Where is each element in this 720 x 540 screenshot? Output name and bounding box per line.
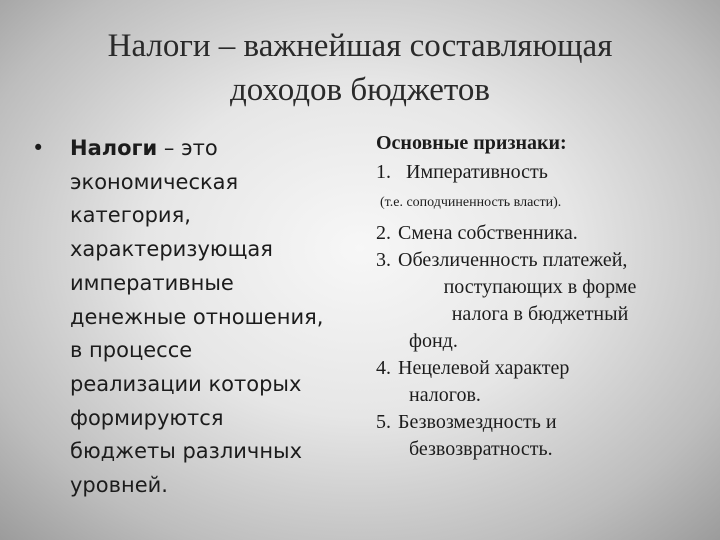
definition-line-10: бюджеты различных (70, 439, 303, 464)
definition-term: Налоги (70, 136, 158, 160)
feature-item-5 (376, 409, 706, 436)
feature-continuation: фонд. (409, 330, 458, 352)
feature-continuation: налогов. (409, 384, 481, 406)
definition-line-5: императивные (70, 270, 234, 295)
definition-line-1 (70, 132, 357, 166)
slide-title (60, 24, 660, 112)
features-list (376, 130, 706, 463)
definition-block (32, 132, 357, 503)
feature-number: 4. (376, 357, 391, 379)
definition-line-11: уровней. (70, 473, 168, 498)
feature-number: 3. (376, 249, 391, 271)
feature-text: Безвозмездность и (398, 411, 557, 433)
definition-line-2: экономическая (70, 169, 239, 194)
definition-line-3: категория, (70, 203, 191, 228)
feature-number: 2. (376, 222, 391, 244)
feature-item-3 (376, 247, 706, 274)
feature-text: Нецелевой характер (398, 357, 570, 379)
definition-line-4: характеризующая (70, 237, 273, 262)
definition-line-6: денежные отношения, (70, 304, 324, 329)
feature-text: Обезличенность платежей, (398, 249, 628, 271)
feature-text: Императивность (406, 161, 548, 183)
feature-note: (т.е. соподчиненность власти). (380, 195, 562, 210)
definition-text-1: – это (157, 136, 218, 160)
feature-item-2 (376, 220, 706, 247)
features-heading: Основные признаки: (376, 132, 567, 154)
slide-title-line-1: Налоги – важнейшая составляющая (107, 28, 613, 64)
feature-item-1 (376, 159, 706, 186)
definition-line-9: формируются (70, 405, 224, 430)
feature-item-4 (376, 355, 706, 382)
slide-title-line-2: доходов бюджетов (229, 72, 491, 108)
feature-continuation: безвозвратность. (409, 438, 553, 460)
feature-number: 1. (376, 161, 391, 183)
bullet-marker: • (32, 136, 45, 160)
feature-number: 5. (376, 411, 391, 433)
definition-line-8: реализации которых (70, 371, 302, 396)
feature-text: Смена собственника. (398, 222, 578, 244)
feature-continuation: поступающих в форме (443, 276, 637, 298)
feature-continuation: налога в бюджетный (451, 303, 629, 325)
definition-line-7: в процессе (70, 338, 193, 363)
